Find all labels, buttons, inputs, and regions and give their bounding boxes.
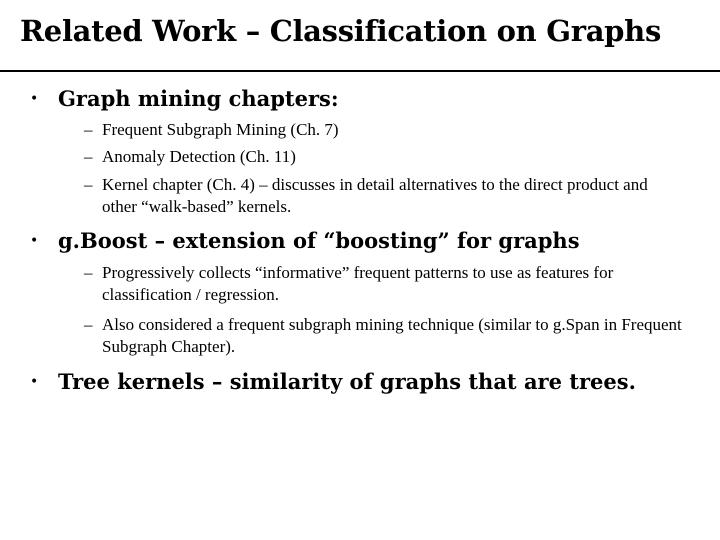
bullet-text: Tree kernels – similarity of graphs that are trees.: [58, 369, 636, 394]
subitem-kernel-chapter: [84, 174, 684, 218]
dash-icon: –: [84, 315, 93, 334]
subitem-also-considered: [84, 314, 684, 358]
slide-title: Related Work – Classification on Graphs: [20, 14, 661, 48]
bullet-gboost: [30, 228, 580, 253]
subitem-frequent-subgraph: [84, 119, 684, 141]
bullet-icon: •: [30, 91, 39, 107]
subitem-text: Also considered a frequent subgraph mining technique (similar to g.Span in Frequent Subgraph Chapter).: [102, 315, 682, 356]
bullet-text: Graph mining chapters:: [58, 86, 339, 111]
subitem-text: Progressively collects “informative” frequent patterns to use as features for classification / regression.: [102, 263, 614, 304]
subitem-anomaly-detection: [84, 146, 684, 168]
bullet-text: g.Boost – extension of “boosting” for graphs: [58, 228, 580, 253]
bullet-tree-kernels: [30, 369, 636, 394]
subitem-text: Frequent Subgraph Mining (Ch. 7): [102, 120, 339, 139]
dash-icon: –: [84, 120, 93, 139]
bullet-icon: •: [30, 374, 39, 390]
bullet-icon: •: [30, 233, 39, 249]
bullet-graph-mining: [30, 86, 339, 111]
subitem-text: Anomaly Detection (Ch. 11): [102, 147, 296, 166]
dash-icon: –: [84, 147, 93, 166]
subitem-progressively-collects: [84, 262, 684, 306]
dash-icon: –: [84, 175, 93, 194]
dash-icon: –: [84, 263, 93, 282]
subitem-text: Kernel chapter (Ch. 4) – discusses in detail alternatives to the direct product and other “walk-based” kernels.: [102, 175, 648, 216]
